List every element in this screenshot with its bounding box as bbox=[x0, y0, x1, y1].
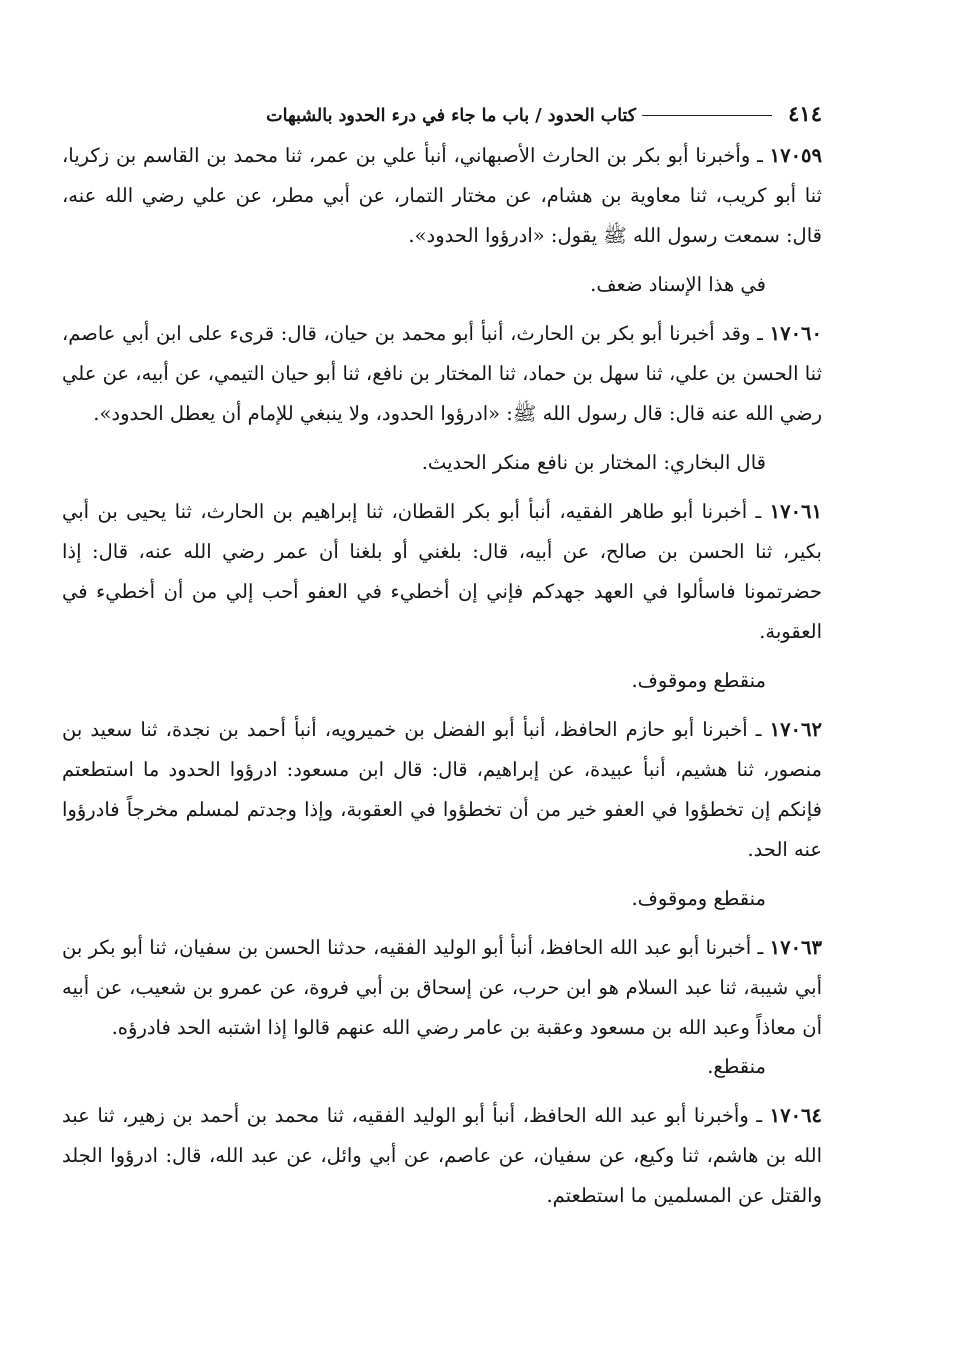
header-rule bbox=[642, 115, 772, 116]
hadith-number: ١٧٠٦٣ bbox=[769, 936, 822, 959]
page-number: ٤١٤ bbox=[788, 101, 822, 126]
hadith-17064 bbox=[62, 1096, 822, 1216]
hadith-17061 bbox=[62, 492, 822, 652]
grading-note: منقطع وموقوف. bbox=[631, 887, 766, 910]
hadith-text: ـ وأخبرنا أبو عبد الله الحافظ، أنبأ أبو الوليد الفقيه، ثنا محمد بن أحمد بن زهير، ثنا عبد الله بن هاشم، ثنا وكيع، عن سفيان، عن عاصم، عن أبي وائل، عن عبد الله، قال: ادرؤوا الجلد والقتل عن المسلمين ما استطعتم. bbox=[62, 1104, 822, 1207]
hadith-text: ـ وقد أخبرنا أبو بكر بن الحارث، أنبأ أبو محمد بن حيان، قال: قرىء على ابن أبي عاصم، ثنا الحسن بن علي، ثنا سهل بن حماد، ثنا المختار بن نافع، ثنا أبو حيان التيمي، عن أبيه، عن علي رضي الله عنه قال: قال رسول الله ﷺ: «ادرؤوا الحدود، ولا ينبغي للإمام أن يعطل الحدود». bbox=[62, 322, 822, 425]
grading-note: منقطع وموقوف. bbox=[631, 669, 766, 692]
hadith-17060 bbox=[62, 314, 822, 434]
hadith-text: ـ أخبرنا أبو طاهر الفقيه، أنبأ أبو بكر القطان، ثنا إبراهيم بن الحارث، ثنا يحيى بن أبي بكير، ثنا الحسن بن صالح، عن أبيه، قال: بلغني أو بلغنا أن عمر رضي الله عنه، قال: إذا حضرتمونا فاسألوا في العهد جهدكم فإني إن أخطيء في العفو أحب إلي من أن أخطيء في العقوبة. bbox=[62, 500, 822, 643]
hadith-17063 bbox=[62, 928, 822, 1048]
hadith-number: ١٧٠٥٩ bbox=[769, 144, 823, 167]
running-title: كتاب الحدود / باب ما جاء في درء الحدود بالشبهات bbox=[266, 106, 637, 126]
page-header bbox=[62, 92, 822, 126]
grading-note: قال البخاري: المختار بن نافع منكر الحديث. bbox=[421, 451, 766, 474]
grading-note: منقطع. bbox=[707, 1055, 766, 1078]
hadith-number: ١٧٠٦٢ bbox=[769, 718, 822, 741]
hadith-number: ١٧٠٦٠ bbox=[769, 322, 823, 345]
hadith-text: ـ وأخبرنا أبو بكر بن الحارث الأصبهاني، أنبأ علي بن عمر، ثنا محمد بن القاسم بن زكريا، ثنا أبو كريب، ثنا معاوية بن هشام، عن مختار التمار، عن أبي مطر، عن علي رضي الله عنه، قال: سمعت رسول الله ﷺ يقول: «ادرؤوا الحدود». bbox=[62, 144, 822, 247]
hadith-number: ١٧٠٦١ bbox=[769, 500, 822, 523]
grading-note: في هذا الإسناد ضعف. bbox=[590, 273, 766, 296]
hadith-text: ـ أخبرنا أبو عبد الله الحافظ، أنبأ أبو الوليد الفقيه، حدثنا الحسن بن سفيان، ثنا أبو بكر بن أبي شيبة، ثنا عبد السلام هو ابن حرب، عن إسحاق بن أبي فروة، عن عمرو بن شعيب، عن أبيه أن معاذاً وعبد الله بن مسعود وعقبة بن عامر رضي الله عنهم قالوا إذا اشتبه الحد فادرؤه. bbox=[62, 936, 822, 1039]
hadith-number: ١٧٠٦٤ bbox=[769, 1104, 822, 1127]
hadith-17062 bbox=[62, 710, 822, 870]
document-page bbox=[62, 92, 822, 1225]
hadith-text: ـ أخبرنا أبو حازم الحافظ، أنبأ أبو الفضل بن خميرويه، أنبأ أحمد بن نجدة، ثنا سعيد بن منصور، ثنا هشيم، أنبأ عبيدة، عن إبراهيم، قال: قال ابن مسعود: ادرؤوا الحدود ما استطعتم فإنكم إن تخطؤوا في العفو خير من أن تخطؤوا في العقوبة، وإذا وجدتم لمسلم مخرجاً فادرؤوا عنه الحد. bbox=[62, 718, 822, 861]
hadith-17059 bbox=[62, 136, 822, 256]
